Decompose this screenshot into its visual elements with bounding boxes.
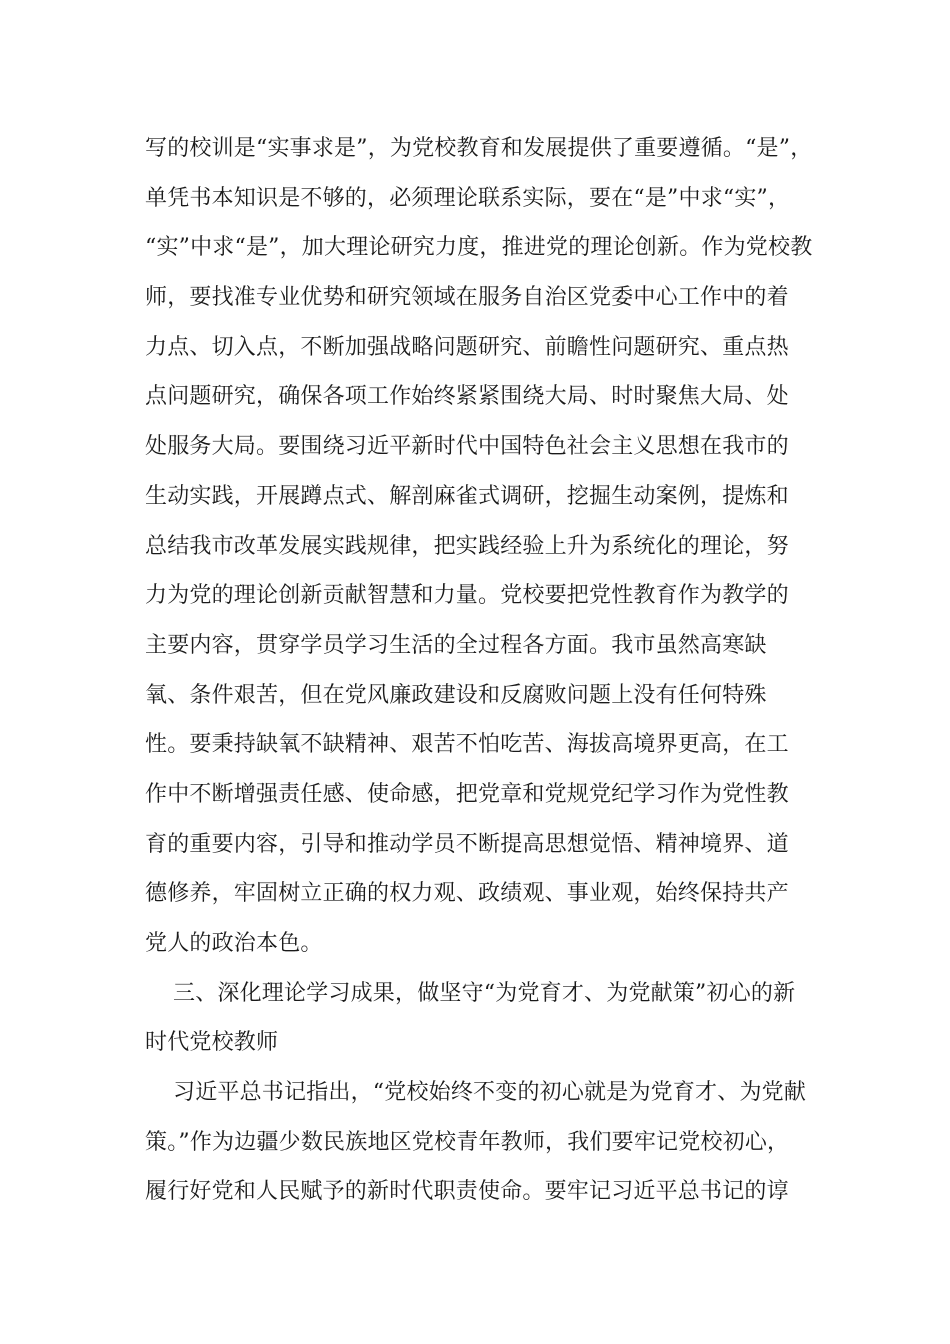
text-line: 策。”作为边疆少数民族地区党校青年教师，我们要牢记党校初心，: [145, 1129, 790, 1155]
text-line: 育的重要内容，引导和推动学员不断提高思想觉悟、精神境界、道: [145, 831, 789, 857]
text-line: 单凭书本知识是不够的，必须理论联系实际，要在“是”中求“实”，: [145, 185, 791, 211]
section-heading: [145, 969, 807, 1068]
text-line: 党人的政治本色。: [145, 931, 323, 956]
text-line: 点问题研究，确保各项工作始终紧紧围绕大局、时时聚焦大局、处: [145, 384, 789, 410]
text-line: 履行好党和人民赋予的新时代职责使命。要牢记习近平总书记的谆: [145, 1179, 789, 1205]
text-line: 主要内容，贯穿学员学习生活的全过程各方面。我市虽然高寒缺: [145, 632, 767, 658]
text-line: 力为党的理论创新贡献智慧和力量。党校要把党性教育作为教学的: [145, 583, 789, 609]
text-line: “实”中求“是”，加大理论研究力度，推进党的理论创新。作为党校教: [145, 235, 813, 261]
text-line: 写的校训是“实事求是”，为党校教育和发展提供了重要遵循。“是”，: [145, 136, 813, 161]
text-line: 性。要秉持缺氧不缺精神、艰苦不怕吃苦、海拔高境界更高，在工: [145, 732, 789, 758]
closing-paragraph: [145, 1068, 807, 1217]
text-line: 习近平总书记指出，“党校始终不变的初心就是为党育才、为党献: [173, 1080, 807, 1106]
text-line: 处服务大局。要围绕习近平新时代中国特色社会主义思想在我市的: [145, 434, 789, 460]
document-body: [145, 124, 813, 1217]
text-line: 力点、切入点，不断加强战略问题研究、前瞻性问题研究、重点热: [145, 334, 789, 360]
text-line: 德修养，牢固树立正确的权力观、政绩观、事业观，始终保持共产: [145, 881, 789, 907]
body-paragraph: [145, 124, 813, 969]
text-line: 氧、条件艰苦，但在党风廉政建设和反腐败问题上没有任何特殊: [145, 682, 767, 708]
text-line: 生动实践，开展蹲点式、解剖麻雀式调研，挖掘生动案例，提炼和: [145, 483, 789, 509]
heading-line: 三、深化理论学习成果，做坚守“为党育才、为党献策”初心的新: [173, 980, 796, 1006]
text-line: 师，要找准专业优势和研究领域在服务自治区党委中心工作中的着: [145, 285, 789, 311]
text-line: 作中不断增强责任感、使命感，把党章和党规党纪学习作为党性教: [145, 781, 789, 807]
heading-line: 时代党校教师: [145, 1030, 279, 1056]
text-line: 总结我市改革发展实践规律，把实践经验上升为系统化的理论，努: [145, 533, 789, 559]
